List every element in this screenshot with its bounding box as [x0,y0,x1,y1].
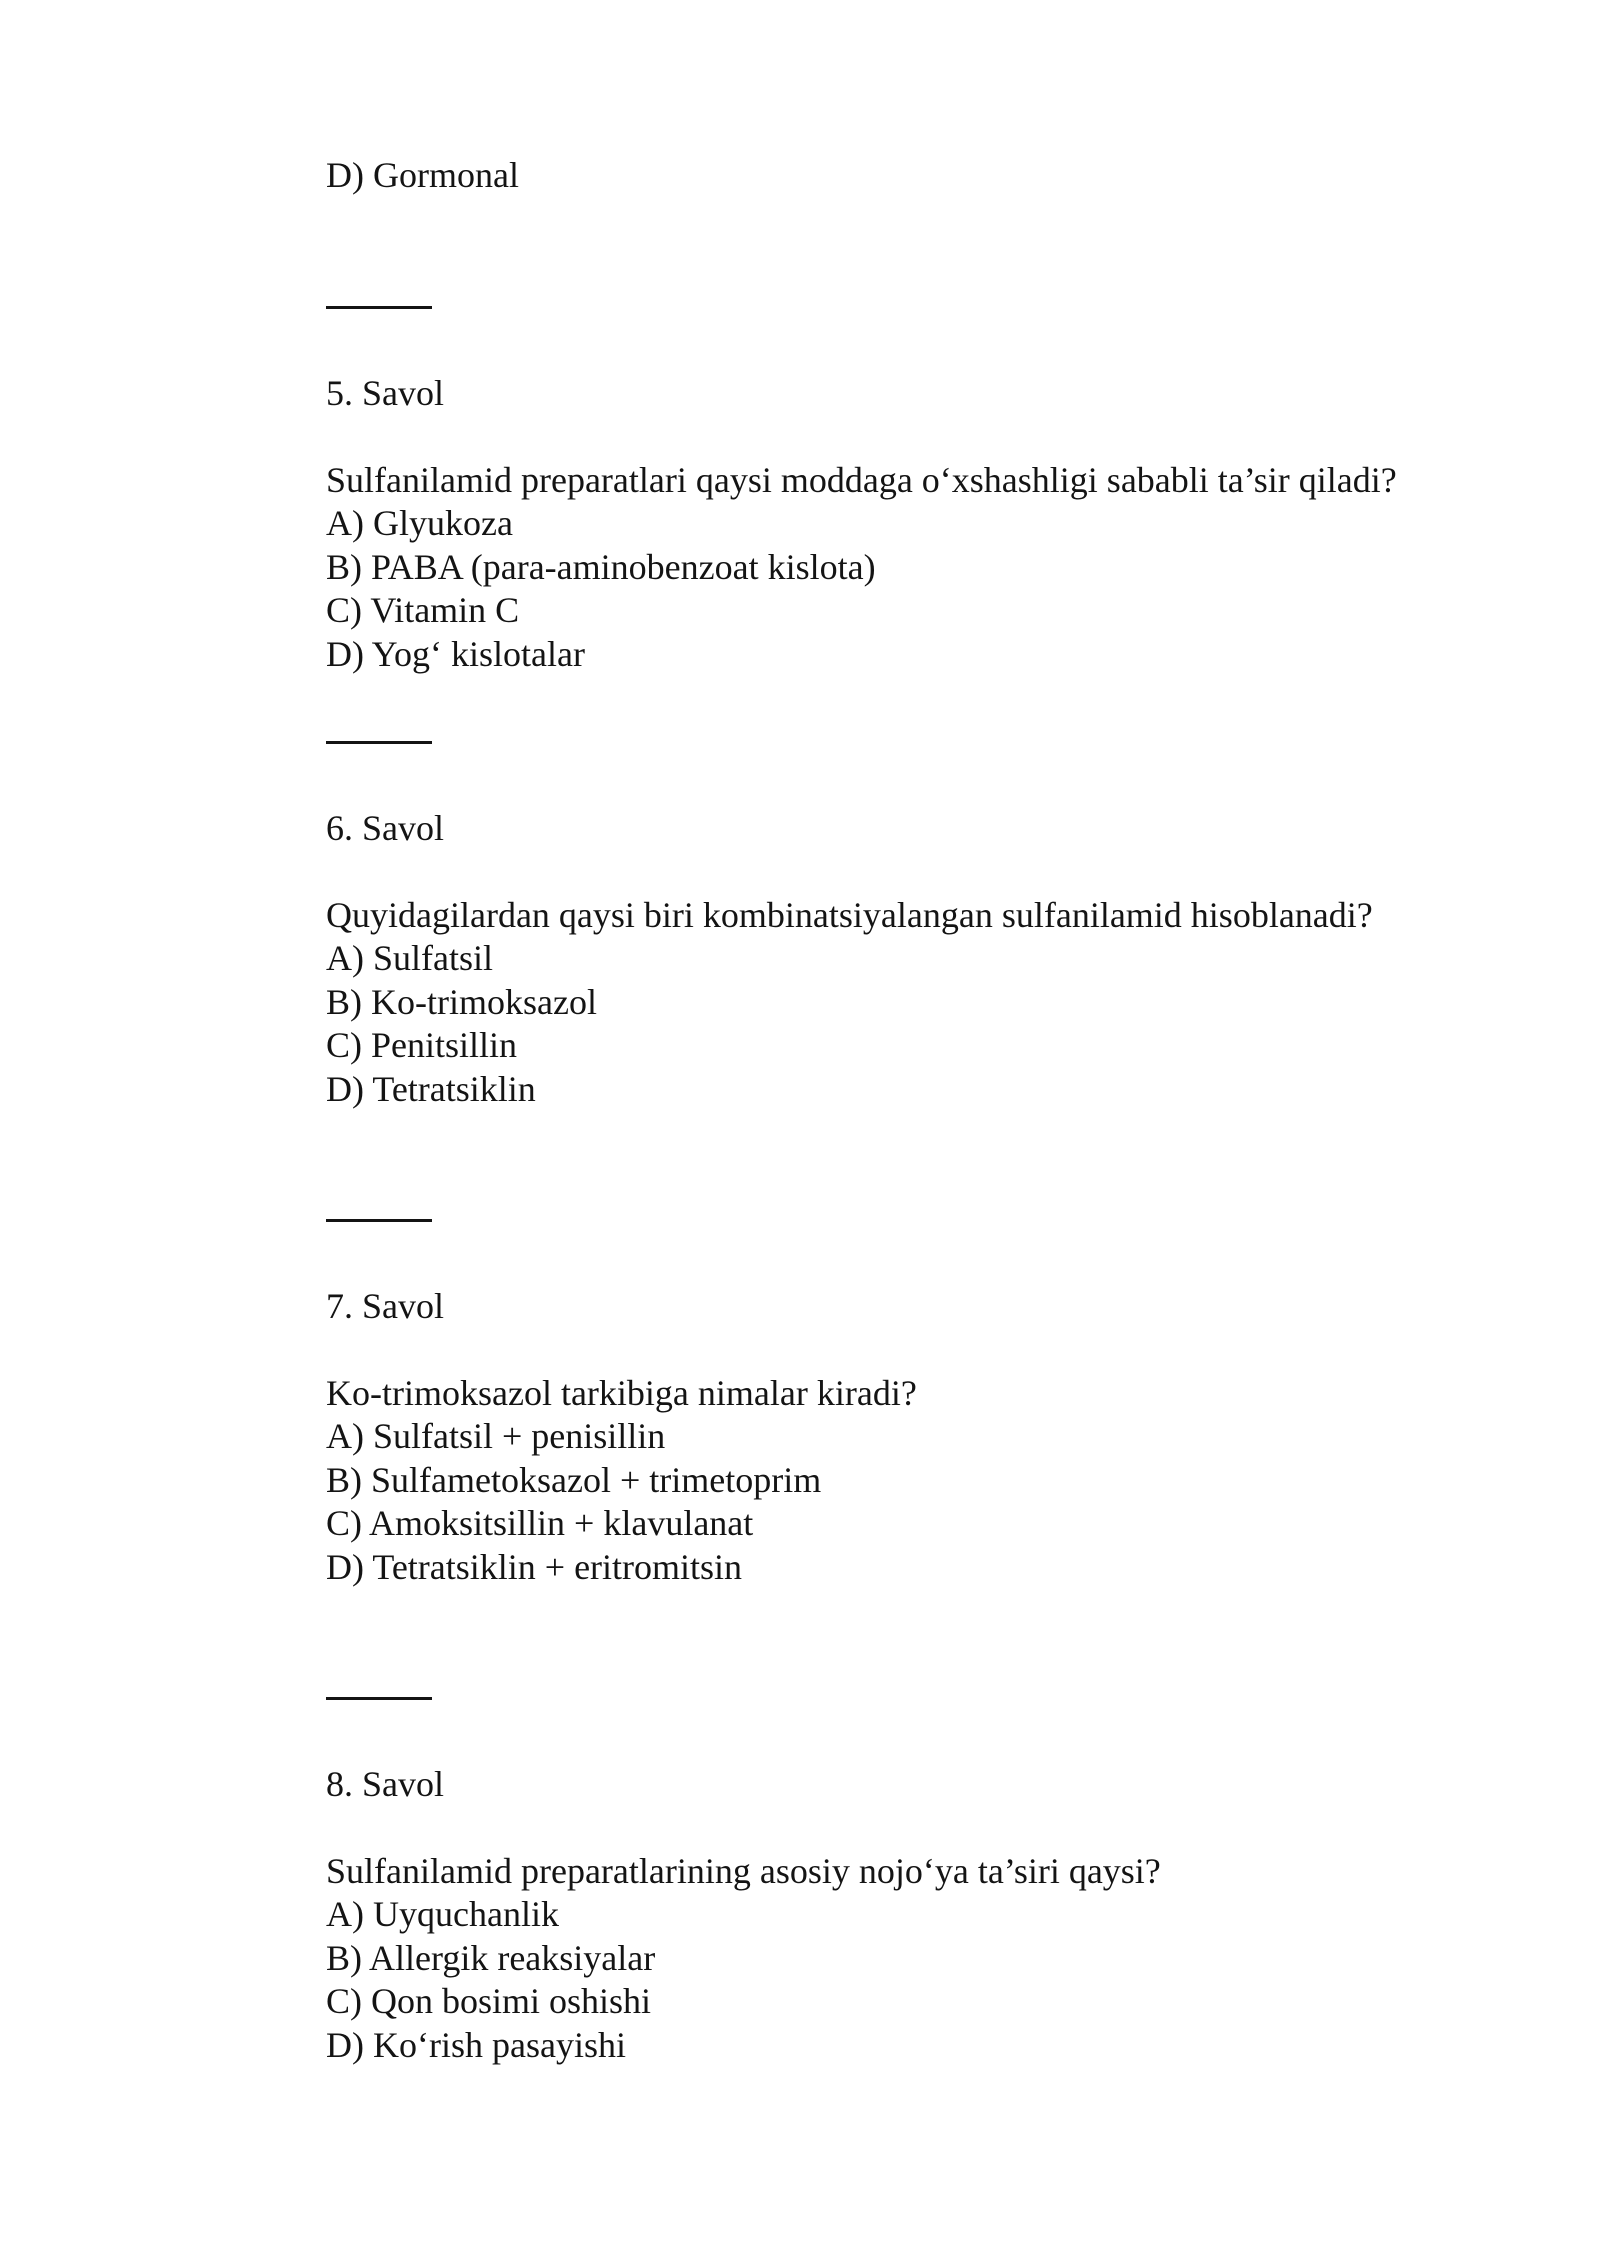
question-7-option-b: B) Sulfametoksazol + trimetoprim [326,1460,822,1500]
question-8-heading: 8. Savol [326,1764,445,1804]
question-5-option-a: A) Glyukoza [326,503,513,543]
question-5-option-c: C) Vitamin C [326,590,520,630]
question-7-option-a: A) Sulfatsil + penisillin [326,1416,666,1456]
question-7-option-c: C) Amoksitsillin + klavulanat [326,1503,754,1543]
separator-rule [326,1219,432,1222]
question-6-option-a: A) Sulfatsil [326,938,493,978]
question-8-option-a: A) Uyquchanlik [326,1894,559,1934]
question-7-option-d: D) Tetratsiklin + eritromitsin [326,1547,743,1587]
question-5-option-b: B) PABA (para-aminobenzoat kislota) [326,547,876,587]
separator-rule [326,741,432,744]
question-7-text: Ko-trimoksazol tarkibiga nimalar kiradi? [326,1373,917,1413]
separator-rule [326,1697,432,1700]
question-8-option-b: B) Allergik reaksiyalar [326,1938,656,1978]
question-5-option-d: D) Yog‘ kislotalar [326,634,585,674]
question-8-option-d: D) Ko‘rish pasayishi [326,2025,626,2065]
question-5-text: Sulfanilamid preparatlari qaysi moddaga o‘xshashligi sababli ta’sir qiladi? [326,460,1397,500]
question-6-text: Quyidagilardan qaysi biri kombinatsiyalangan sulfanilamid hisoblanadi? [326,895,1373,935]
question-5-heading: 5. Savol [326,373,445,413]
separator-rule [326,306,432,309]
question-6-option-d: D) Tetratsiklin [326,1069,536,1109]
option-d-previous: D) Gormonal [326,155,519,195]
question-6-heading: 6. Savol [326,808,445,848]
question-6-option-b: B) Ko-trimoksazol [326,982,597,1022]
question-8-text: Sulfanilamid preparatlarining asosiy nojo‘ya ta’siri qaysi? [326,1851,1161,1891]
question-6-option-c: C) Penitsillin [326,1025,518,1065]
question-7-heading: 7. Savol [326,1286,445,1326]
question-8-option-c: C) Qon bosimi oshishi [326,1981,652,2021]
